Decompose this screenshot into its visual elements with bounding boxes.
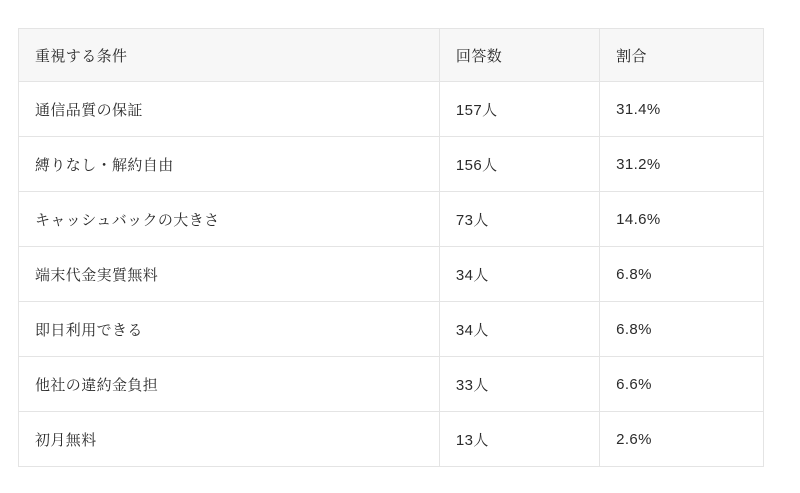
cell-condition: 即日利用できる	[19, 302, 440, 357]
table-row	[19, 137, 764, 192]
cell-count: 33人	[439, 357, 599, 412]
cell-count: 34人	[439, 302, 599, 357]
survey-table-container	[18, 28, 764, 467]
table-body	[19, 82, 764, 467]
column-header-count: 回答数	[439, 29, 599, 82]
table-row	[19, 302, 764, 357]
cell-condition: 端末代金実質無料	[19, 247, 440, 302]
table-row	[19, 82, 764, 137]
table-row	[19, 412, 764, 467]
cell-count: 34人	[439, 247, 599, 302]
cell-ratio: 2.6%	[600, 412, 764, 467]
column-header-condition: 重視する条件	[19, 29, 440, 82]
cell-ratio: 6.6%	[600, 357, 764, 412]
cell-condition: キャッシュバックの大きさ	[19, 192, 440, 247]
cell-count: 157人	[439, 82, 599, 137]
table-row	[19, 247, 764, 302]
cell-ratio: 6.8%	[600, 302, 764, 357]
cell-condition: 通信品質の保証	[19, 82, 440, 137]
cell-count: 13人	[439, 412, 599, 467]
cell-condition: 初月無料	[19, 412, 440, 467]
cell-count: 73人	[439, 192, 599, 247]
cell-count: 156人	[439, 137, 599, 192]
table-row	[19, 357, 764, 412]
cell-condition: 縛りなし・解約自由	[19, 137, 440, 192]
cell-ratio: 31.4%	[600, 82, 764, 137]
cell-ratio: 31.2%	[600, 137, 764, 192]
cell-condition: 他社の違約金負担	[19, 357, 440, 412]
survey-results-table	[18, 28, 764, 467]
table-header	[19, 29, 764, 82]
cell-ratio: 6.8%	[600, 247, 764, 302]
cell-ratio: 14.6%	[600, 192, 764, 247]
column-header-ratio: 割合	[600, 29, 764, 82]
table-header-row	[19, 29, 764, 82]
table-row	[19, 192, 764, 247]
